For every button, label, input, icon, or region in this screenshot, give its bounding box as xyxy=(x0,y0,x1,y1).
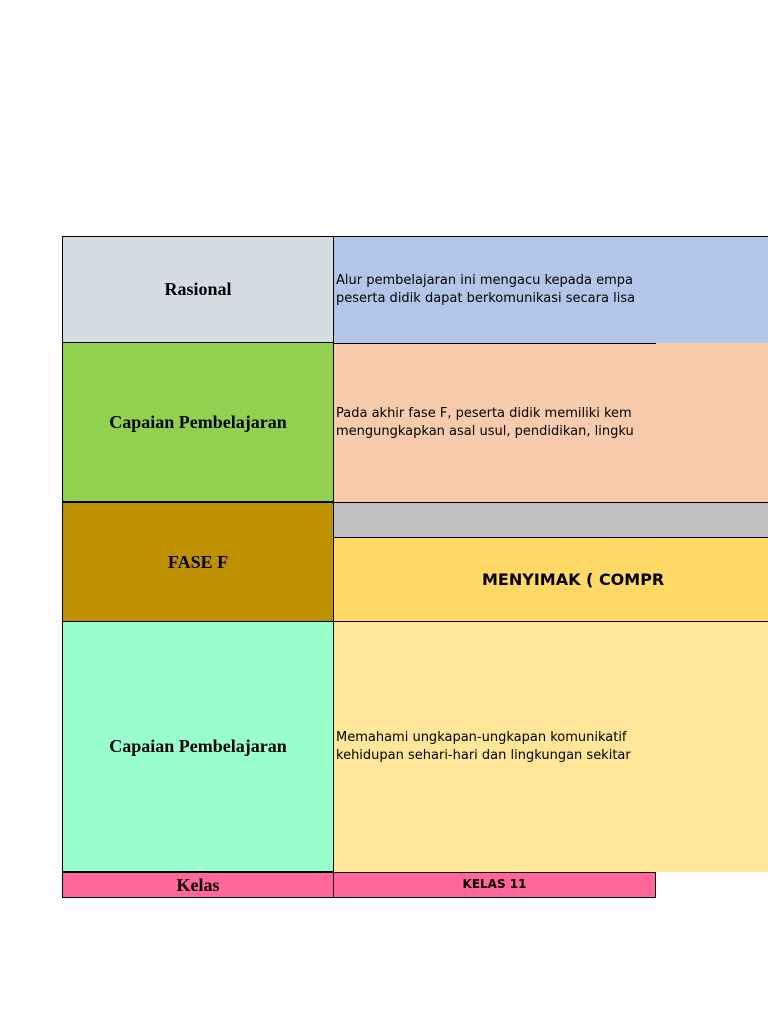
kelas-label-cell xyxy=(62,872,334,898)
kelas-value: KELAS 11 xyxy=(462,877,527,891)
capaian-label-cell-1 xyxy=(62,343,334,502)
capaian-text-line-2: mengungkapkan asal usul, pendidikan, lingku xyxy=(336,423,634,439)
fase-label: FASE F xyxy=(167,551,229,572)
capaian2-text-line-1: Memahami ungkapan-ungkapan komunikatif xyxy=(336,730,627,745)
capaian-label-cell-2 xyxy=(62,622,334,872)
kelas-label: Kelas xyxy=(176,874,220,895)
capaian-label-1: Capaian Pembelajaran xyxy=(109,411,287,432)
capaian-content-cell-1 xyxy=(334,343,768,502)
rasional-text-line-1: Alur pembelajaran ini mengacu kepada empa xyxy=(336,273,633,288)
rasional-content-cell xyxy=(334,236,768,343)
menyimak-heading: MENYIMAK ( COMPR xyxy=(482,570,665,589)
rasional-label: Rasional xyxy=(164,279,232,299)
rasional-text-line-2: peserta didik dapat berkomunikasi secara lisa xyxy=(336,291,636,306)
rasional-label-cell xyxy=(62,236,334,343)
fase-label-cell xyxy=(62,502,334,622)
menyimak-heading-cell xyxy=(334,538,768,622)
grey-band-cell xyxy=(334,502,768,538)
gridline xyxy=(334,343,656,344)
capaian-content-cell-2 xyxy=(334,622,768,872)
capaian-label-2: Capaian Pembelajaran xyxy=(109,736,287,756)
capaian2-text-line-2: kehidupan sehari-hari dan lingkungan sekitar xyxy=(336,748,631,763)
kelas-value-cell xyxy=(334,872,656,898)
capaian-text-line-1: Pada akhir fase F, peserta didik memiliki kem xyxy=(336,405,632,421)
gridline xyxy=(334,621,656,622)
